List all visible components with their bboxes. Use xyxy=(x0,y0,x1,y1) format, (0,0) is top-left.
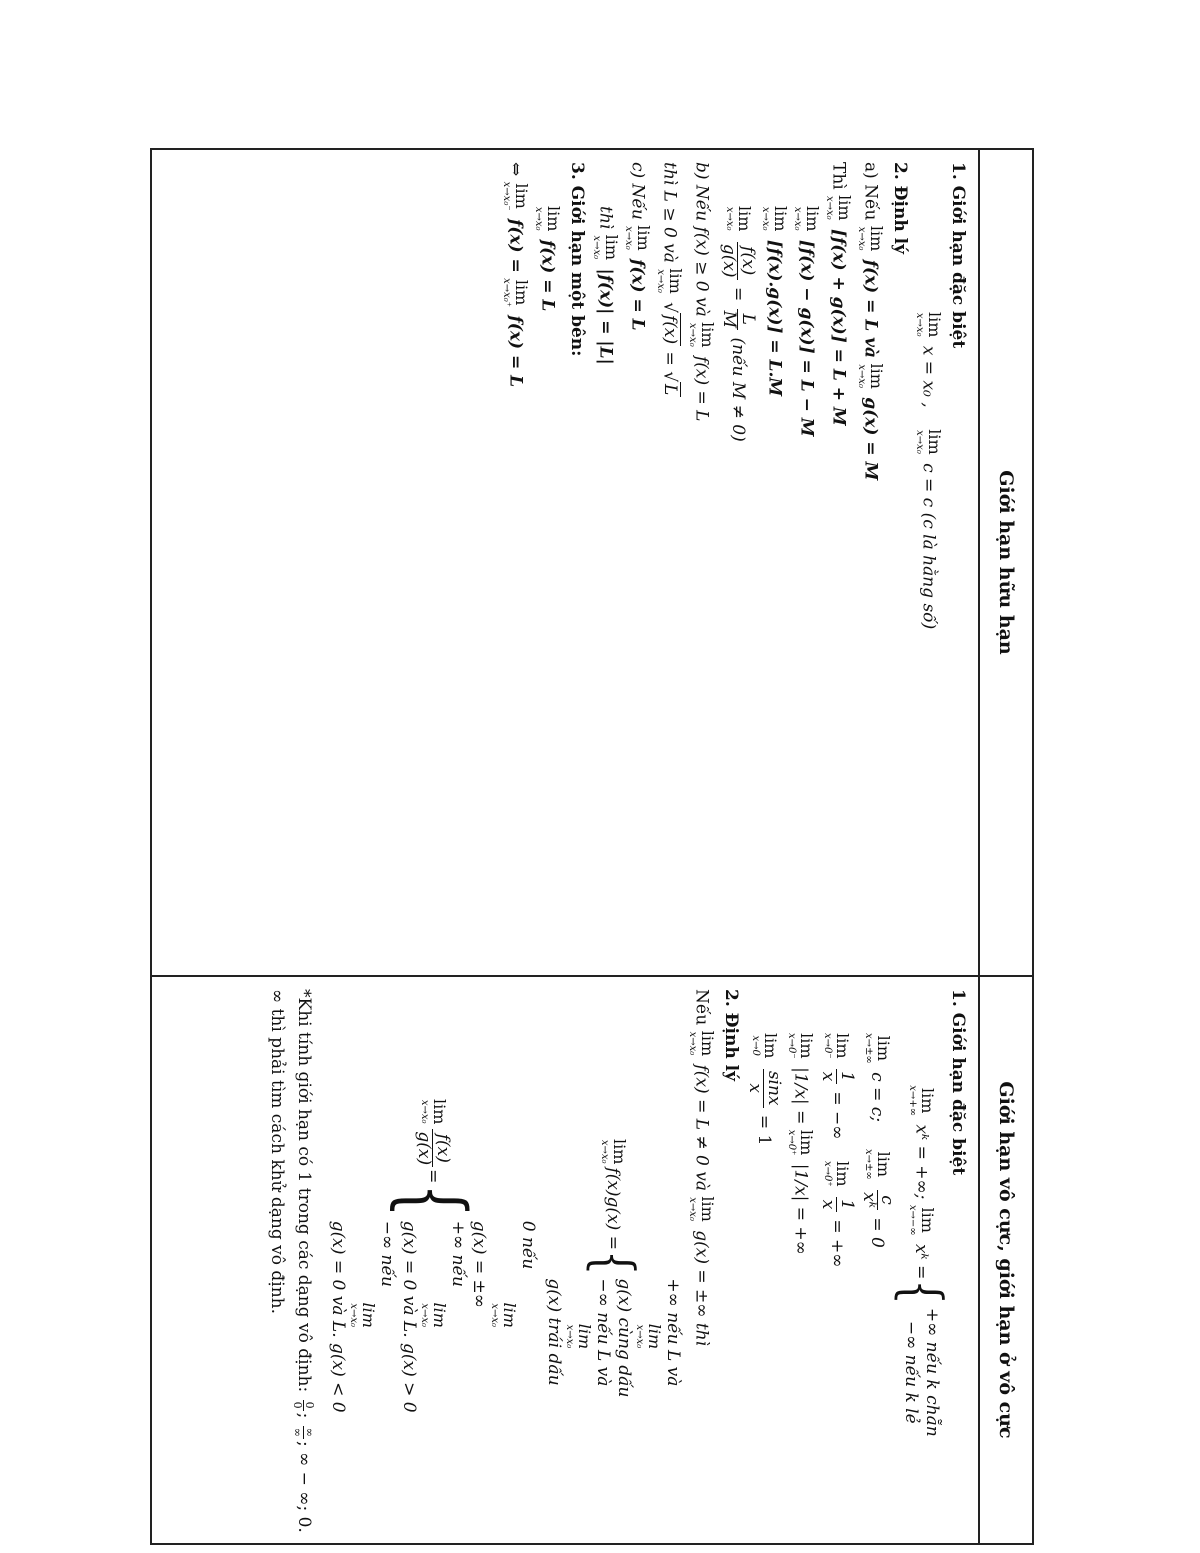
limit-of-product: lim x→x₀ [f(x).g(x)] = L.M xyxy=(759,206,790,397)
constant-limits: lim x→±∞ c = c; lim x→±∞ c xᵏ = 0 xyxy=(858,1033,898,1248)
finite-sec2-title: 2. Định lý xyxy=(889,162,910,254)
lim-operator: lim x→x₀ xyxy=(913,429,944,455)
theorem-b-result: thì L ≥ 0 và lim x→x₀ √f(x) = √L xyxy=(655,162,686,396)
infinite-limits-cell xyxy=(151,976,979,1544)
header-finite-limits: Giới hạn hữu hạn xyxy=(979,149,1033,976)
indeterminate-forms-note: *Khi tính giới hạn có 1 trong các dạng vô định: 0 0 ; ∞ ∞ ; ∞ − ∞; 0. ∞ thì phải tìm cách khử dạng vô định. xyxy=(267,989,317,1533)
finite-sec3-title: 3. Giới hạn một bên: xyxy=(567,162,588,357)
abs-reciprocal-limits: lim x→0⁻ |1/x| = lim x→0⁺ |1/x| = +∞ xyxy=(786,1033,817,1255)
infinite-quotient-rule: lim x→x₀ f(x) g(x) = { 0 nếu lim x→x₀ g(x) = ±∞ +∞ nếu lim x→x₀ g(x) = 0 và L. g(x) > 0 −∞ nếu lim x→x₀ g(x) = 0 và L. g(x) < 0 xyxy=(328,1099,539,1413)
one-sided-limit: lim x→x₀ f(x) = L xyxy=(533,206,564,312)
infinite-sec1-title: 1. Giới hạn đặc biệt xyxy=(948,989,968,1176)
one-sided-equivalence: ⇔ lim x→x₀⁻ f(x) = lim x→x₀⁺ f(x) = L xyxy=(501,162,532,388)
theorem-c-result: thì lim x→x₀ |f(x)| = |L| xyxy=(591,206,622,365)
special-limits-formula: lim x→x₀ x = x₀ , lim x→x₀ c = c (c là hằng số) xyxy=(913,312,944,630)
infinite-product-rule: lim x→x₀ f(x)g(x) = { +∞ nếu L và lim x→x₀ g(x) cùng dấu −∞ nếu L và lim x→x₀ g(x) trái dấu xyxy=(543,1139,684,1398)
finite-limits-cell xyxy=(151,149,979,976)
reciprocal-limits: lim x→0⁻ 1 x = −∞ lim x→0⁺ 1 x = +∞ xyxy=(817,1033,857,1268)
finite-sec1-title: 1. Giới hạn đặc biệt xyxy=(948,162,968,349)
header-infinite-limits: Giới hạn vô cực, giới hạn ở vô cực xyxy=(979,976,1033,1544)
infinite-sec2-title: 2. Định lý xyxy=(721,989,742,1081)
theorem-b: b) Nếu f(x) ≥ 0 và lim x→x₀ f(x) = L xyxy=(687,162,718,422)
rotated-document xyxy=(150,148,1034,1543)
theorem-c: c) Nếu lim x→x₀ f(x) = L xyxy=(623,162,654,331)
limits-table xyxy=(150,148,1034,1545)
limit-of-quotient: lim x→x₀ f(x) g(x) = L M (nếu M ≠ 0) xyxy=(719,206,758,442)
infinite-theorem: Nếu lim x→x₀ f(x) = L ≠ 0 và lim x→x₀ g(x) = ±∞ thì xyxy=(687,989,718,1347)
power-limits: lim x→+∞ xᵏ = +∞; lim x→−∞ xᵏ = { +∞ nếu k chẵn −∞ nếu k lẻ xyxy=(889,1085,952,1437)
lim-operator: lim x→x₀ xyxy=(913,312,944,338)
theorem-a: a) Nếu lim x→x₀ f(x) = L và lim x→x₀ g(x) = M xyxy=(855,162,886,481)
limit-of-difference: lim x→x₀ [f(x) − g(x)] = L − M xyxy=(791,206,822,437)
limit-of-sum: Thì lim x→x₀ [f(x) + g(x)] = L + M xyxy=(823,162,854,426)
sinx-limit: lim x→0 sinx x = 1 xyxy=(745,1033,785,1146)
